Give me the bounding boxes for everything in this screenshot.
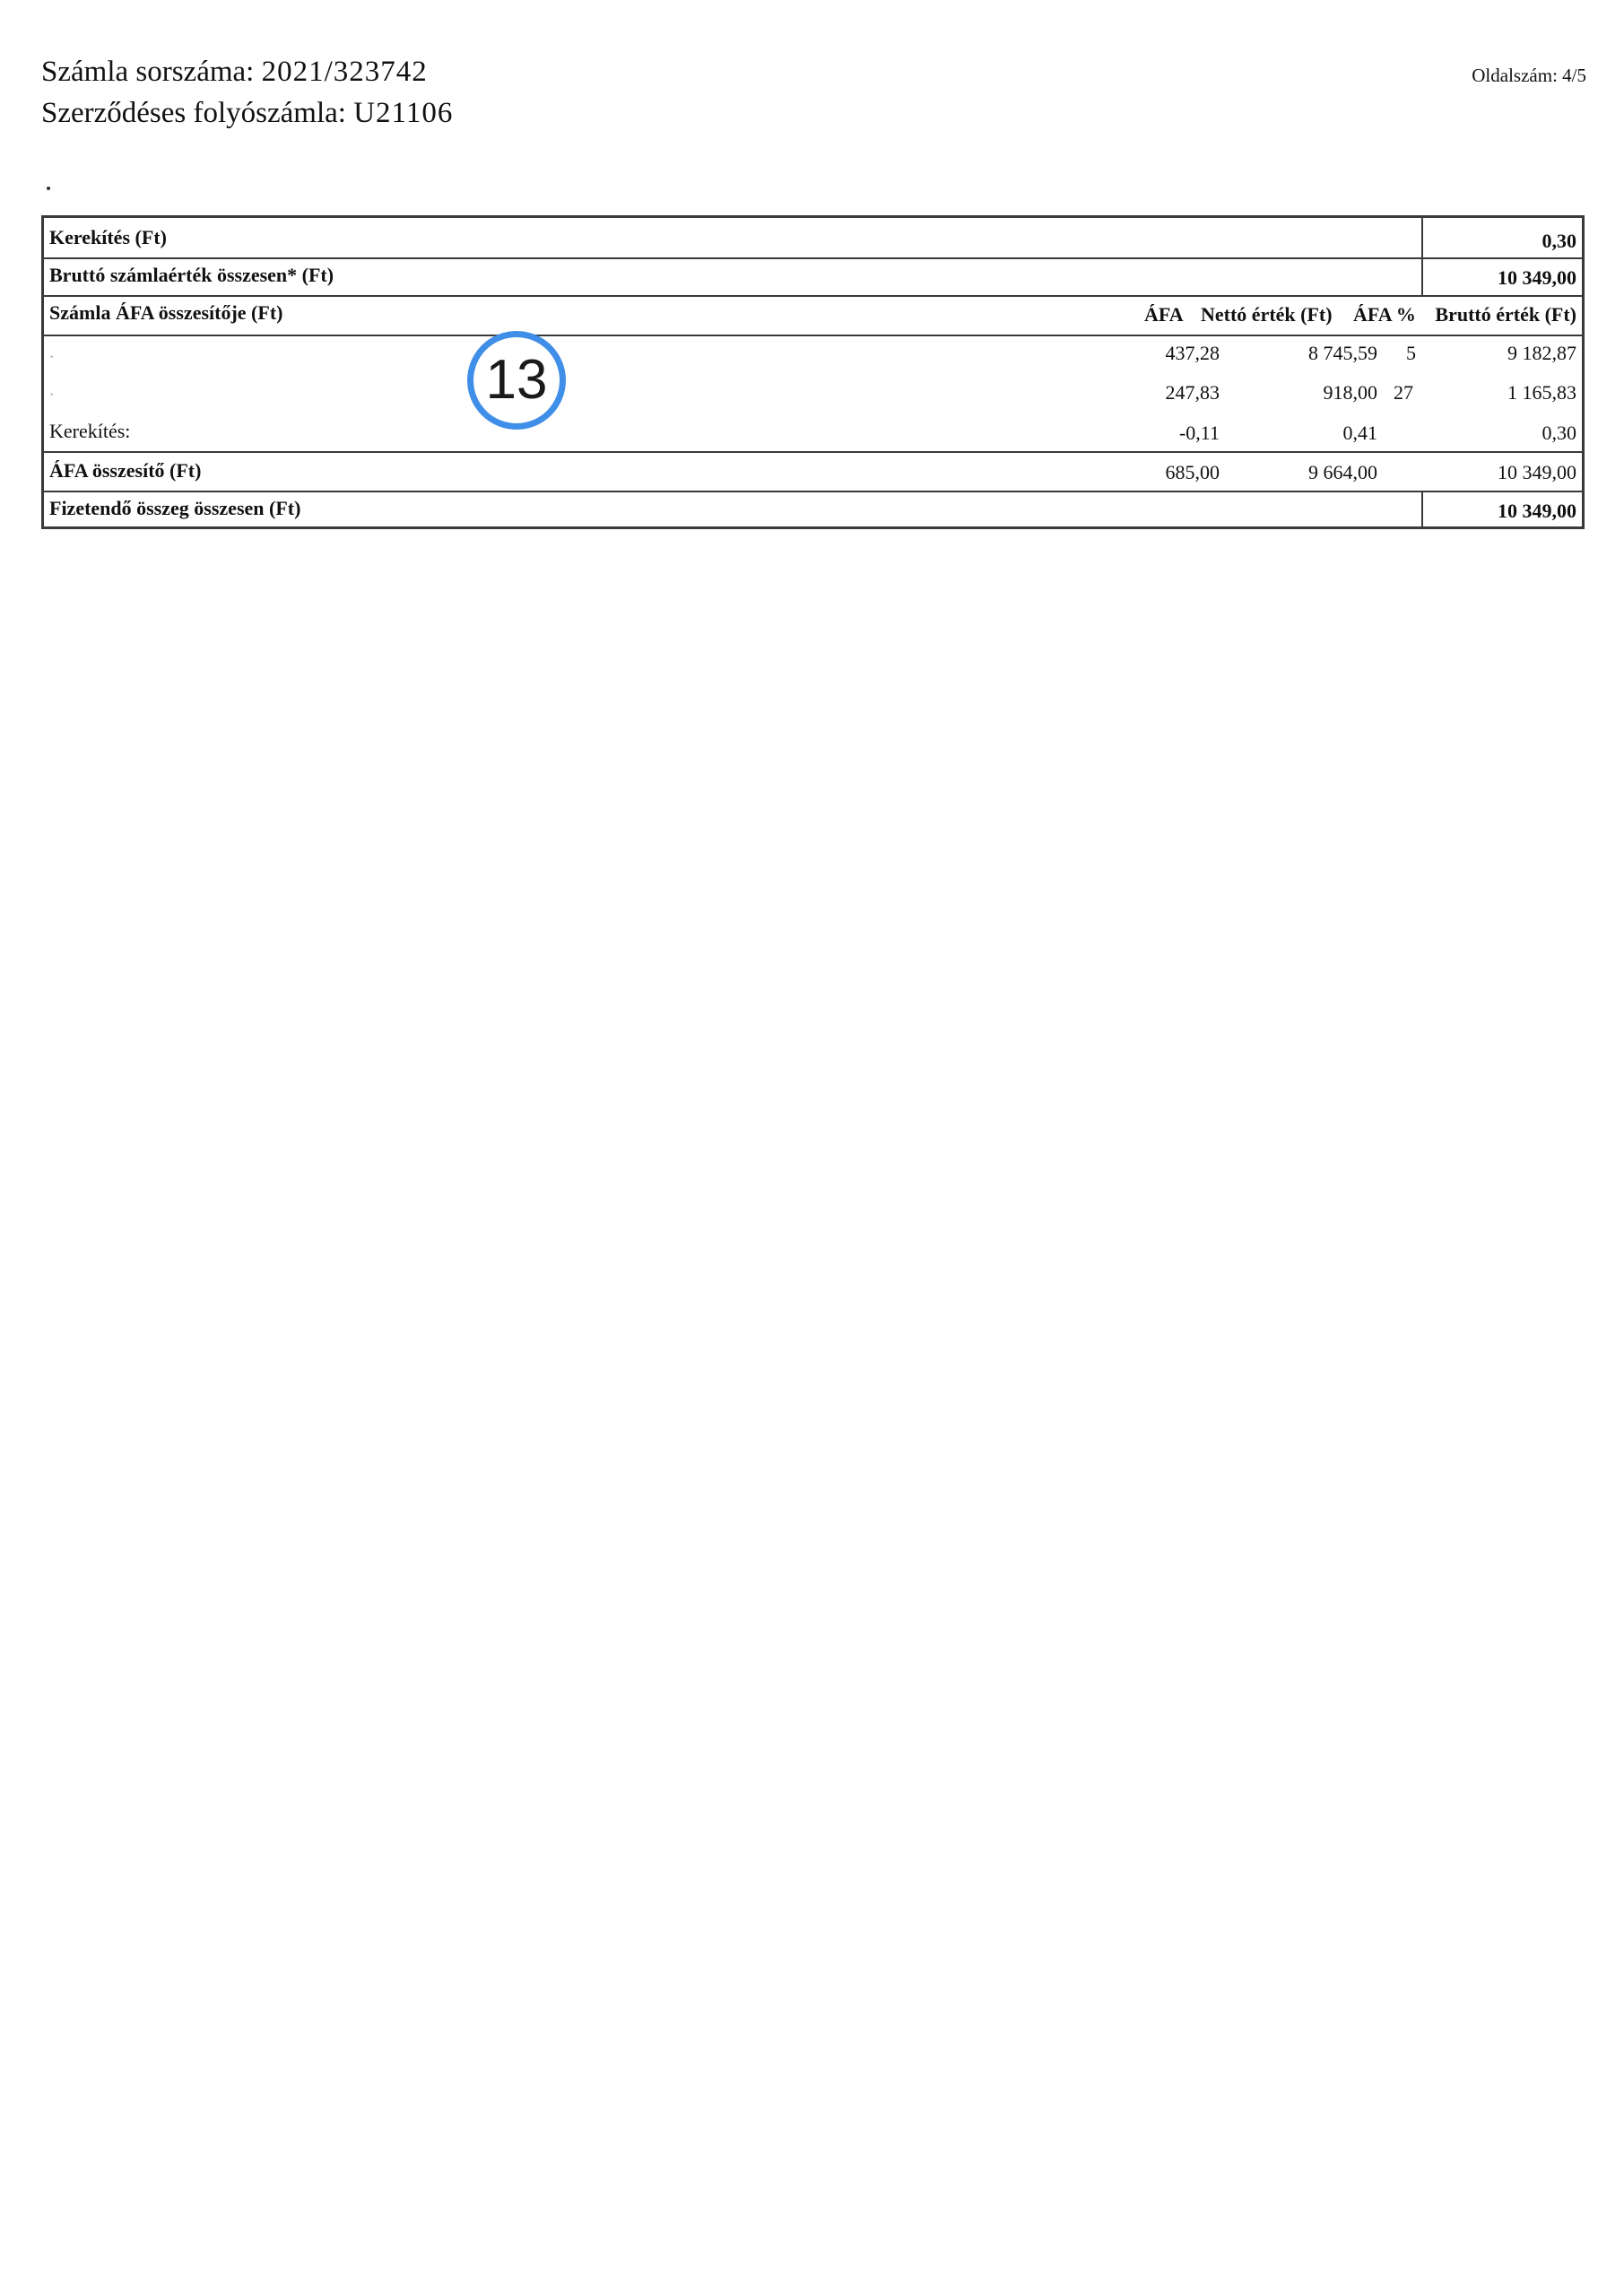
vat-row-pct: 5 [1406, 342, 1416, 364]
gross-total-row [44, 257, 1582, 297]
vat-total-net: 9 664,00 [1308, 461, 1377, 483]
rounding-value: 0,30 [1541, 230, 1576, 252]
account-number: U21106 [353, 97, 454, 129]
vat-row [44, 372, 1582, 412]
vat-rounding-gross: 0,30 [1541, 422, 1576, 444]
vat-row-label: . [49, 378, 55, 400]
invoice-number: 2021/323742 [261, 56, 428, 88]
vat-row-afa: 247,83 [1165, 381, 1220, 404]
gross-total-label: Bruttó számlaérték összesen* (Ft) [49, 264, 334, 286]
vat-rounding-label: Kerekítés: [49, 420, 131, 442]
rounding-row [44, 218, 1582, 259]
account-label: Szerződéses folyószámla: [41, 97, 346, 129]
vat-total-afa: 685,00 [1165, 461, 1220, 483]
vat-total-row [44, 451, 1582, 492]
vat-total-gross: 10 349,00 [1498, 461, 1576, 483]
stray-dot [47, 187, 50, 190]
payable-total-value: 10 349,00 [1498, 500, 1576, 522]
col-header-afa: ÁFA [1144, 303, 1184, 326]
col-header-net: Nettó érték (Ft) [1201, 303, 1333, 326]
payable-total-label: Fizetendő összeg összesen (Ft) [49, 497, 301, 519]
vat-rounding-net: 0,41 [1342, 422, 1377, 444]
account-line [41, 95, 453, 131]
vat-row-afa: 437,28 [1165, 342, 1220, 364]
value-column-divider [1421, 257, 1423, 295]
page-number: Oldalszám: 4/5 [1472, 65, 1586, 86]
vat-rounding-row [44, 412, 1582, 453]
payable-total-row [44, 491, 1582, 529]
vat-row-pct: 27 [1394, 381, 1413, 404]
col-header-pct: ÁFA % [1353, 303, 1416, 326]
vat-summary-heading: Számla ÁFA összesítője (Ft) [49, 301, 283, 324]
vat-row-gross: 9 182,87 [1507, 342, 1576, 364]
value-column-divider [1421, 491, 1423, 529]
gross-total-value: 10 349,00 [1498, 266, 1576, 289]
value-column-divider [1421, 218, 1423, 257]
annotation-number-badge: 13 [467, 331, 566, 430]
summary-table [41, 215, 1585, 529]
vat-row [44, 335, 1582, 372]
vat-rounding-afa: -0,11 [1178, 422, 1220, 444]
vat-summary-heading-row [44, 295, 1582, 336]
vat-row-net: 8 745,59 [1308, 342, 1377, 364]
vat-row-net: 918,00 [1323, 381, 1377, 404]
vat-total-label: ÁFA összesítő (Ft) [49, 459, 202, 482]
vat-row-gross: 1 165,83 [1507, 381, 1576, 404]
rounding-label: Kerekítés (Ft) [49, 226, 167, 248]
invoice-number-line [41, 54, 428, 90]
col-header-gross: Bruttó érték (Ft) [1435, 303, 1576, 326]
invoice-number-label: Számla sorszáma: [41, 56, 255, 88]
vat-row-label: . [49, 340, 55, 362]
